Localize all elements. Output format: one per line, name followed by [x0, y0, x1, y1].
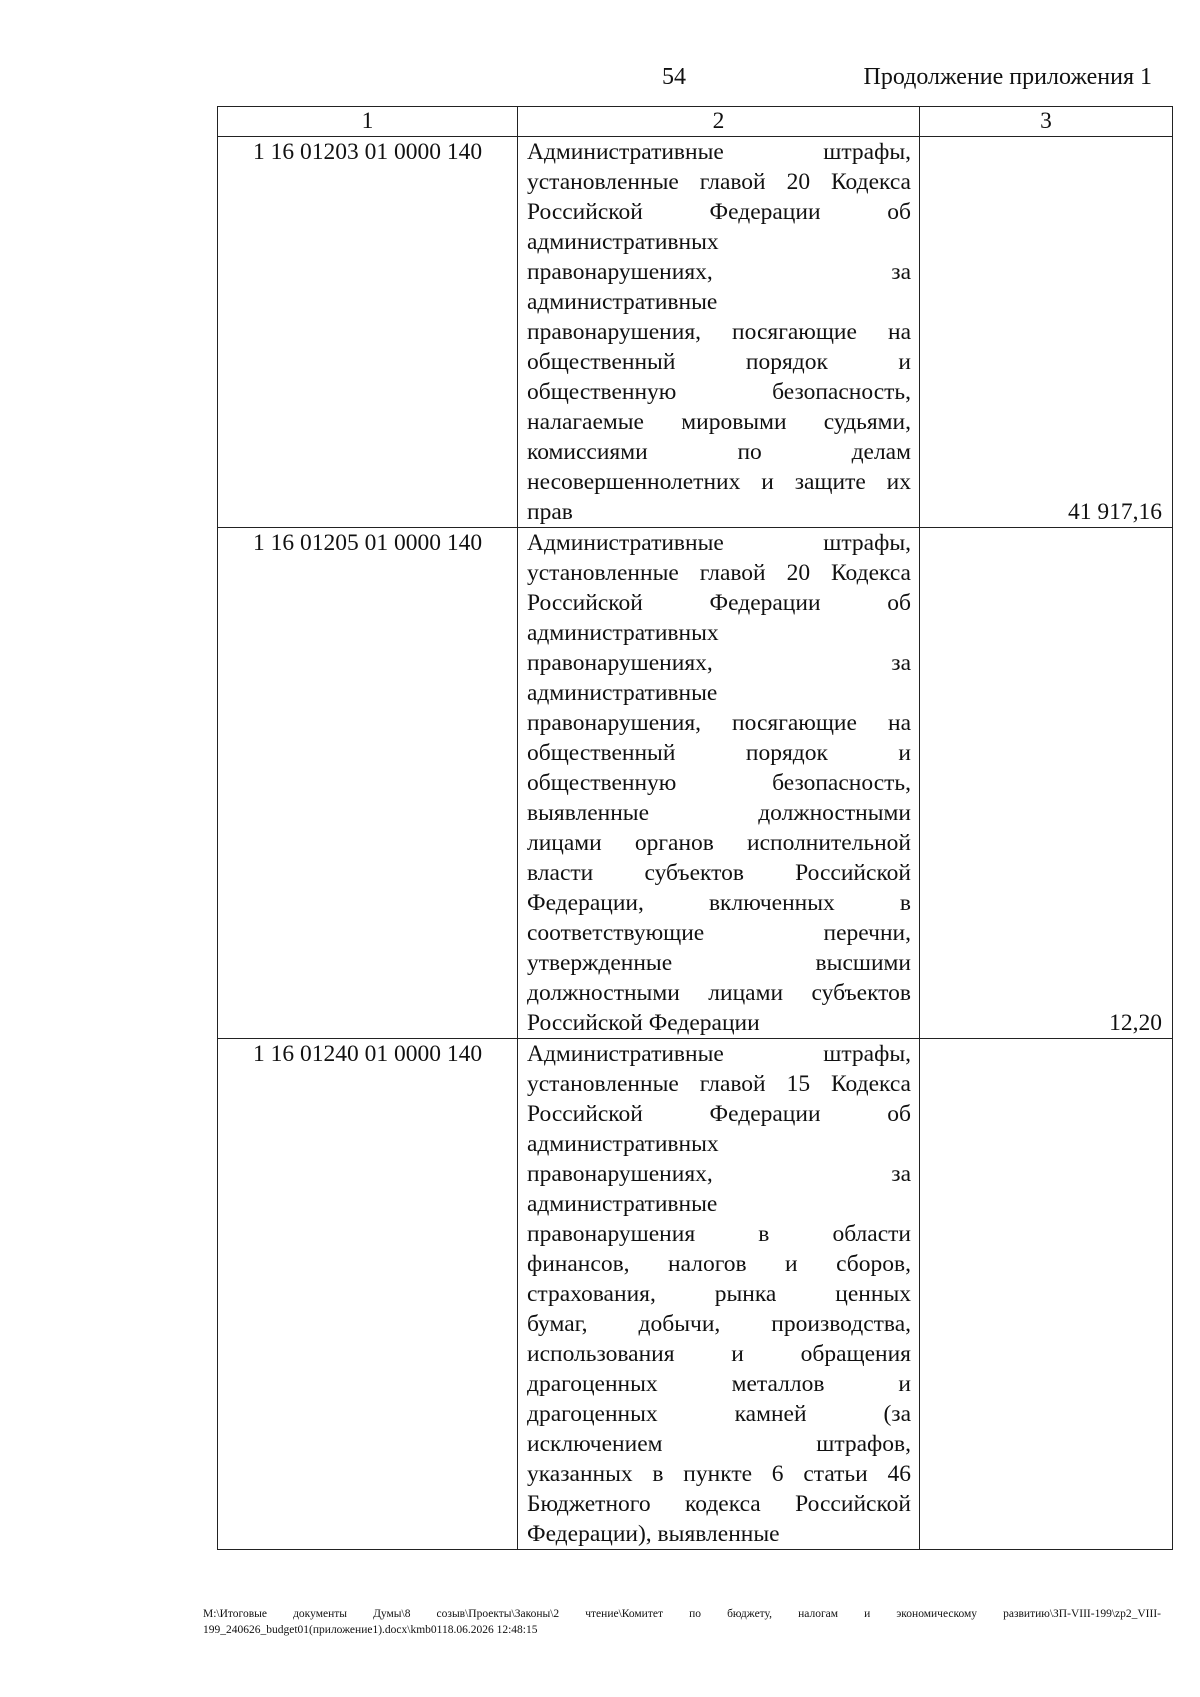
description-line: должностными лицами субъектов [527, 980, 911, 1006]
description-line: общественный порядок и [527, 349, 911, 375]
budget-code-cell: 1 16 01240 01 0000 140 [218, 1039, 518, 1550]
description-line: финансов, налогов и сборов, [527, 1251, 911, 1277]
column-header-3: 3 [920, 107, 1173, 137]
description-cell [518, 528, 920, 1039]
budget-code-cell: 1 16 01205 01 0000 140 [218, 528, 518, 1039]
description-line: установленные главой 20 Кодекса [527, 169, 911, 195]
file-path-footer [203, 1606, 1161, 1638]
amount-cell [920, 1039, 1173, 1550]
description-line: административных [527, 229, 719, 255]
description-line: Федерации), выявленные [527, 1521, 780, 1547]
description-line: использования и обращения [527, 1341, 911, 1367]
description-line: установленные главой 15 Кодекса [527, 1071, 911, 1097]
column-header-1: 1 [218, 107, 518, 137]
description-line: Российской Федерации об [527, 1101, 911, 1127]
description-line: правонарушения в области [527, 1221, 911, 1247]
table-header-row [218, 107, 1173, 137]
description-line: Российской Федерации об [527, 199, 911, 225]
amount-cell: 41 917,16 [920, 137, 1173, 528]
description-line: выявленные должностными [527, 800, 911, 826]
description-line: Административные штрафы, [527, 1041, 911, 1067]
amount-cell: 12,20 [920, 528, 1173, 1039]
budget-code-cell: 1 16 01203 01 0000 140 [218, 137, 518, 528]
description-line: бумаг, добычи, производства, [527, 1311, 911, 1337]
description-line: правонарушения, посягающие на [527, 710, 911, 736]
description-line: правонарушения, посягающие на [527, 319, 911, 345]
description-line: утвержденные высшими [527, 950, 911, 976]
description-line: драгоценных камней (за [527, 1401, 911, 1427]
description-line: исключением штрафов, [527, 1431, 911, 1457]
description-line: административные [527, 680, 718, 706]
file-path-line-1: M:\Итоговые документы Думы\8 созыв\Проекты\Законы\2 чтение\Комитет по бюджету, налогам и экономическому развитию\ЗП-VIII-199\zp2_VIII- [203, 1608, 1161, 1620]
description-line: правонарушениях, за [527, 1161, 911, 1187]
description-line: правонарушениях, за [527, 650, 911, 676]
description-line: Российской Федерации об [527, 590, 911, 616]
description-line: несовершеннолетних и защите их [527, 469, 911, 495]
description-line: Административные штрафы, [527, 139, 911, 165]
description-line: указанных в пункте 6 статьи 46 [527, 1461, 911, 1487]
description-line: административные [527, 1191, 718, 1217]
page-number: 54 [662, 64, 686, 90]
table-row [218, 137, 1173, 528]
description-line: Российской Федерации [527, 1010, 760, 1036]
description-line: Административные штрафы, [527, 530, 911, 556]
description-line: административных [527, 1131, 719, 1157]
description-line: общественную безопасность, [527, 770, 911, 796]
description-line: соответствующие перечни, [527, 920, 911, 946]
description-line: комиссиями по делам [527, 439, 911, 465]
file-path-line-2: 199_240626_budget01(приложение1).docx\kmb0118.06.2026 12:48:15 [203, 1624, 538, 1636]
description-line: Федерации, включенных в [527, 890, 911, 916]
description-line: установленные главой 20 Кодекса [527, 560, 911, 586]
description-line: общественную безопасность, [527, 379, 911, 405]
continuation-heading: Продолжение приложения 1 [863, 64, 1152, 90]
description-line: правонарушениях, за [527, 259, 911, 285]
description-cell [518, 137, 920, 528]
description-line: административных [527, 620, 719, 646]
description-line: налагаемые мировыми судьями, [527, 409, 911, 435]
description-line: драгоценных металлов и [527, 1371, 911, 1397]
column-header-2: 2 [518, 107, 920, 137]
description-line: общественный порядок и [527, 740, 911, 766]
description-line: прав [527, 499, 573, 525]
revenue-table [217, 106, 1173, 1550]
table-row [218, 528, 1173, 1039]
description-line: лицами органов исполнительной [527, 830, 911, 856]
table-row [218, 1039, 1173, 1550]
description-line: административные [527, 289, 718, 315]
description-line: страхования, рынка ценных [527, 1281, 911, 1307]
description-cell [518, 1039, 920, 1550]
description-line: Бюджетного кодекса Российской [527, 1491, 911, 1517]
description-line: власти субъектов Российской [527, 860, 911, 886]
